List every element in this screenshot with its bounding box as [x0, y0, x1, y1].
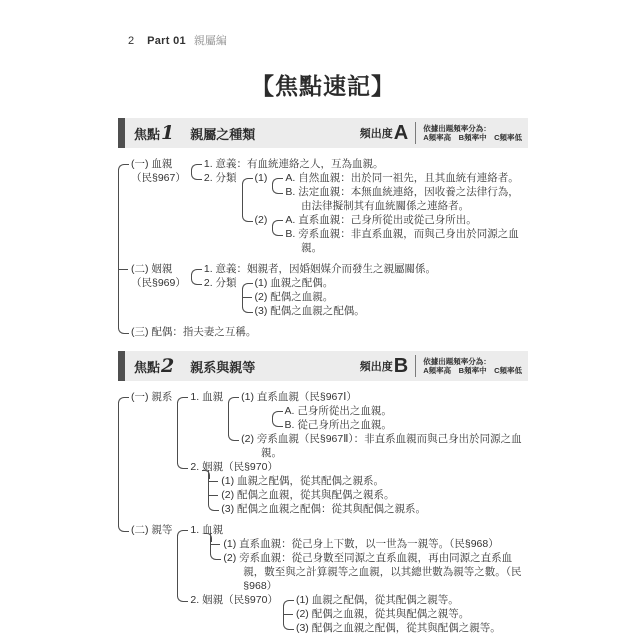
- tree-branch: [242, 171, 528, 255]
- tree-node: [283, 621, 528, 635]
- tree-node: [118, 390, 528, 523]
- tree-node: [228, 432, 528, 460]
- part-label: Part 01: [147, 35, 186, 47]
- vertical-divider: [415, 122, 416, 144]
- tree-node: [210, 551, 528, 593]
- tree-node: [242, 290, 528, 304]
- node-sublabel: （民§967）: [131, 172, 186, 184]
- node-label: (一) 血親: [131, 158, 173, 170]
- node-label: (1) 直系血親：從己身上下數，以一世為一親等。（民§968）: [223, 538, 499, 550]
- tree-node: [118, 325, 528, 339]
- frequency-badge: [360, 355, 528, 378]
- node-label: A. 己身所從出之血親。: [284, 405, 392, 417]
- tree-branch: [191, 157, 528, 255]
- node-label: 2. 姻親（民§970）: [190, 461, 278, 473]
- focus-section-2: [118, 351, 528, 635]
- tree-branch: [177, 523, 528, 635]
- tree-branch: [228, 390, 528, 460]
- tree-branch: [208, 474, 528, 516]
- node-label: (三) 配偶：指夫妻之互稱。: [131, 326, 257, 338]
- frequency-legend: [423, 357, 522, 376]
- frequency-letter: A: [393, 121, 409, 144]
- tree-branch: [272, 213, 528, 255]
- page-number: 2: [128, 35, 135, 47]
- node-label: (2): [254, 214, 268, 226]
- outline-tree: [118, 157, 528, 339]
- node-label: 1. 意義：有血統連絡之人，互為血親。: [203, 158, 384, 170]
- tree-node: [242, 171, 528, 213]
- node-label: A. 自然血親：出於同一祖先，且其血統有連絡者。: [285, 172, 519, 184]
- node-label: (1) 血親之配偶，從其配偶之親系。: [221, 475, 385, 487]
- node-label: 2. 分類: [203, 172, 237, 184]
- node-label: (3) 配偶之血親之配偶：從其與配偶之親系。: [221, 503, 427, 515]
- tree-node: [118, 523, 528, 635]
- tree-node: [272, 418, 528, 432]
- tree-node: [191, 276, 528, 318]
- frequency-label: 頻出度: [359, 361, 393, 373]
- node-label: (一) 親系: [131, 391, 173, 403]
- legend-line-2: A頻率高 B頻率中 C頻率低: [423, 133, 522, 142]
- frequency-badge: [360, 122, 528, 145]
- node-label: (1) 血親之配偶，從其配偶之親等。: [295, 594, 459, 606]
- tree-branch: [118, 157, 528, 339]
- node-label: (1) 血親之配偶。: [254, 277, 334, 289]
- tree-node: [191, 157, 528, 171]
- frequency-label: 頻出度: [359, 128, 393, 140]
- page-header: [128, 32, 528, 48]
- section-header: [118, 351, 528, 381]
- node-label: B. 從己身所出之血親。: [284, 419, 392, 431]
- tree-branch: [191, 262, 528, 318]
- tree-branch: [272, 404, 528, 432]
- tree-node: [242, 276, 528, 290]
- frequency-letter: B: [393, 354, 409, 377]
- accent-bar: [118, 351, 125, 381]
- outline-tree: [118, 390, 528, 635]
- legend-line-1: 依據出題頻率分為：: [423, 356, 491, 366]
- focus-section-1: [118, 118, 528, 339]
- page-title: 【焦點速記】: [251, 73, 395, 99]
- tree-branch: [242, 276, 528, 318]
- node-label: (1): [254, 172, 268, 184]
- section-title-group: [134, 355, 255, 377]
- node-label: (1) 直系血親（民§967Ⅰ）: [241, 391, 357, 403]
- node-label: 1. 血親: [190, 391, 224, 403]
- tree-branch: [177, 390, 528, 516]
- tree-node: [208, 474, 528, 488]
- tree-node: [283, 593, 528, 607]
- node-label: 1. 血親: [190, 524, 224, 536]
- node-label: (2) 旁系血親（民§967Ⅱ）：非直系血親而與己身出於同源之血親。: [241, 433, 522, 459]
- tree-branch: [118, 390, 528, 635]
- node-label: (2) 配偶之血親。: [254, 291, 334, 303]
- part-title: 親屬編: [193, 35, 227, 47]
- section-title: 親屬之種類: [190, 127, 256, 142]
- tree-node: [272, 404, 528, 418]
- tree-node: [228, 390, 528, 432]
- node-label: (二) 姻親: [131, 263, 173, 275]
- node-label: B. 法定血親：本無血統連絡，因收養之法律行為，由法律擬制其有血統關係之連絡者。: [285, 186, 519, 212]
- section-header: [118, 118, 528, 148]
- focus-tag: 焦點: [134, 127, 161, 142]
- tree-node: [191, 171, 528, 255]
- tree-node: [272, 185, 528, 213]
- tree-node: [208, 502, 528, 516]
- tree-node: [177, 523, 528, 593]
- legend-line-1: 依據出題頻率分為：: [423, 123, 491, 133]
- node-sublabel: （民§969）: [131, 277, 186, 289]
- node-label: B. 旁系血親：非直系血親，而與己身出於同源之血親。: [285, 228, 519, 254]
- tree-node: [242, 304, 528, 318]
- tree-branch: [272, 171, 528, 213]
- tree-node: [118, 262, 528, 325]
- node-label: (3) 配偶之血親之配偶，從其與配偶之親等。: [295, 622, 501, 634]
- tree-node: [272, 213, 528, 227]
- tree-node: [177, 390, 528, 460]
- node-label: (3) 配偶之血親之配偶。: [254, 305, 365, 317]
- tree-node: [272, 227, 528, 255]
- node-label: (二) 親等: [131, 524, 173, 536]
- tree-branch: [210, 537, 528, 593]
- node-label: (2) 旁系血親：從己身數至同源之直系血親，再由同源之直系血親，數至與之計算親等之血親，以其總世數為親等之數。（民§968）: [223, 552, 522, 592]
- frequency-legend: [423, 124, 522, 143]
- tree-branch: [283, 593, 528, 635]
- legend-line-2: A頻率高 B頻率中 C頻率低: [423, 366, 522, 375]
- tree-node: [191, 262, 528, 276]
- focus-tag: 焦點: [134, 360, 161, 375]
- tree-node: [177, 460, 528, 516]
- tree-node: [177, 593, 528, 635]
- focus-number: 1: [161, 122, 175, 144]
- accent-bar: [118, 118, 125, 148]
- vertical-divider: [415, 355, 416, 377]
- section-title: 親系與親等: [190, 360, 256, 375]
- node-label: A. 直系血親：己身所從出或從己身所出。: [285, 214, 477, 226]
- node-label: (2) 配偶之血親，從其與配偶之親系。: [221, 489, 395, 501]
- node-label: 2. 分類: [203, 277, 237, 289]
- node-label: (2) 配偶之血親，從其與配偶之親等。: [295, 608, 470, 620]
- tree-node: [272, 171, 528, 185]
- tree-node: [283, 607, 528, 621]
- section-title-group: [134, 122, 255, 144]
- tree-node: [208, 488, 528, 502]
- tree-node: [210, 537, 528, 551]
- node-label: 1. 意義：姻親者，因婚姻媒介而發生之親屬關係。: [203, 263, 437, 275]
- tree-node: [242, 213, 528, 255]
- focus-number: 2: [161, 355, 175, 377]
- tree-node: [118, 157, 528, 262]
- node-label: 2. 姻親（民§970）: [190, 594, 278, 606]
